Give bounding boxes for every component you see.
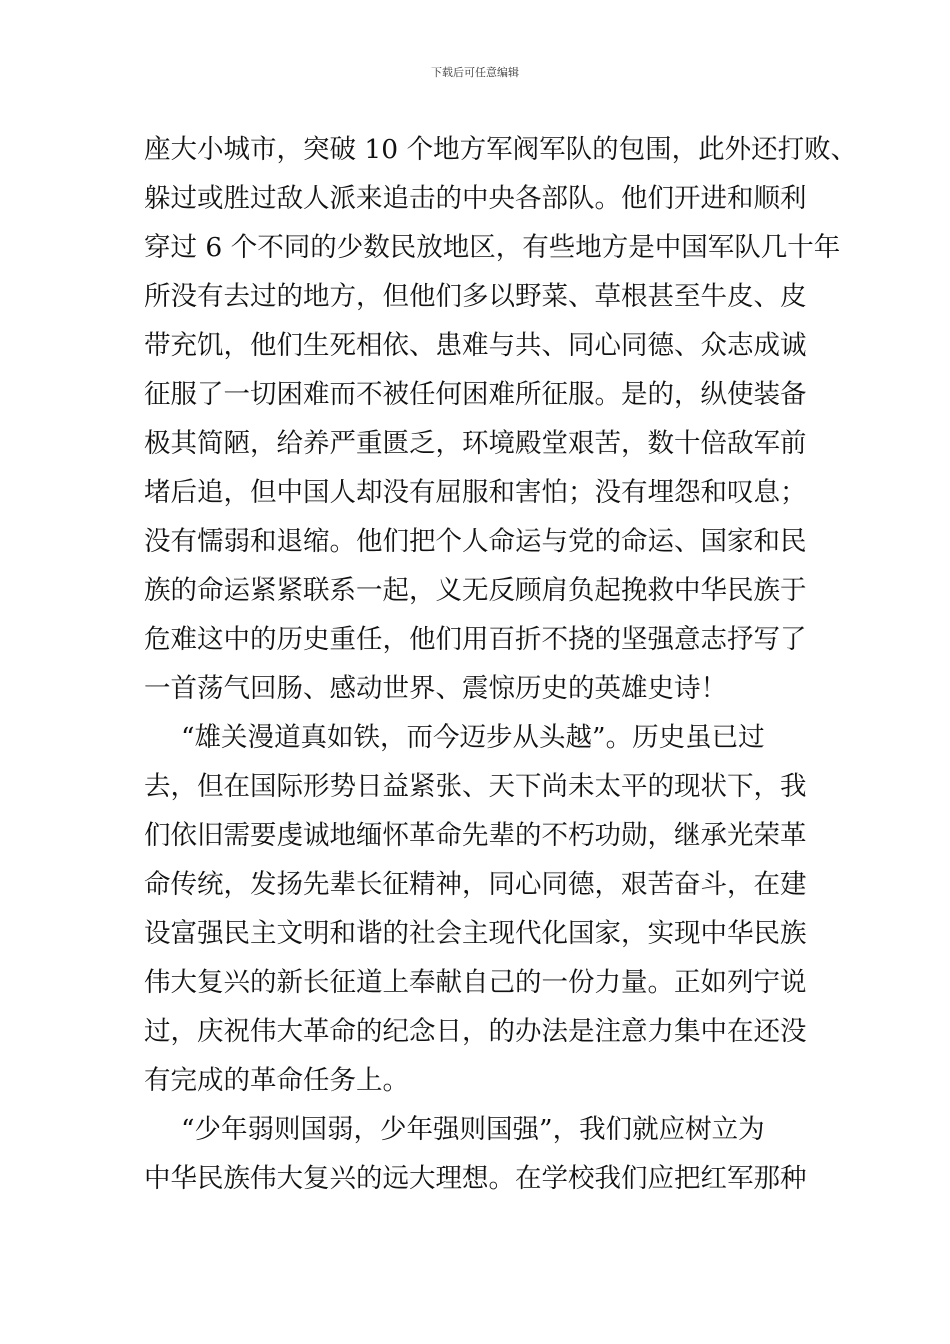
text-line: 们依旧需要虔诚地缅怀革命先辈的不朽功勋，继承光荣革 [144,820,807,851]
text-line: 有完成的革命任务上。 [144,1065,409,1096]
text-line: 所没有去过的地方，但他们多以野菜、草根甚至牛皮、皮 [144,281,807,312]
text-line: 躲过或胜过敌人派来追击的中央各部队。他们开进和顺利 [144,183,807,214]
text-line: 危难这中的历史重任，他们用百折不挠的坚强意志抒写了 [144,624,807,655]
paragraph-first-line: “雄关漫道真如铁，而今迈步从头越”。历史虽已过 [181,722,765,753]
page-header: 下载后可任意编辑 [431,66,519,79]
paragraph-first-line: “少年弱则国弱，少年强则国强”，我们就应树立为 [181,1114,765,1145]
text-line: 过，庆祝伟大革命的纪念日，的办法是注意力集中在还没 [144,1016,807,1047]
text-line: 座大小城市，突破 10 个地方军阀军队的包围，此外还打败、 [144,134,858,165]
text-line: 征服了一切困难而不被任何困难所征服。是的，纵使装备 [144,379,807,410]
text-line: 没有懦弱和退缩。他们把个人命运与党的命运、国家和民 [144,526,807,557]
text-line: 命传统，发扬先辈长征精神，同心同德，艰苦奋斗，在建 [144,869,807,900]
text-line: 设富强民主文明和谐的社会主现代化国家，实现中华民族 [144,918,807,949]
text-line: 族的命运紧紧联系一起，义无反顾肩负起挽救中华民族于 [144,575,807,606]
text-line: 去，但在国际形势日益紧张、天下尚未太平的现状下，我 [144,771,807,802]
text-line: 极其简陋，给养严重匮乏，环境殿堂艰苦，数十倍敌军前 [144,428,807,459]
text-line: 中华民族伟大复兴的远大理想。在学校我们应把红军那种 [144,1163,807,1194]
text-line: 伟大复兴的新长征道上奉献自己的一份力量。正如列宁说 [144,967,807,998]
document-body [144,125,858,1203]
text-line: 一首荡气回肠、感动世界、震惊历史的英雄史诗！ [144,673,727,704]
text-line: 穿过 6 个不同的少数民放地区，有些地方是中国军队几十年 [144,232,841,263]
text-line: 带充饥，他们生死相依、患难与共、同心同德、众志成诚 [144,330,807,361]
text-line: 堵后追，但中国人却没有屈服和害怕；没有埋怨和叹息； [144,477,807,508]
